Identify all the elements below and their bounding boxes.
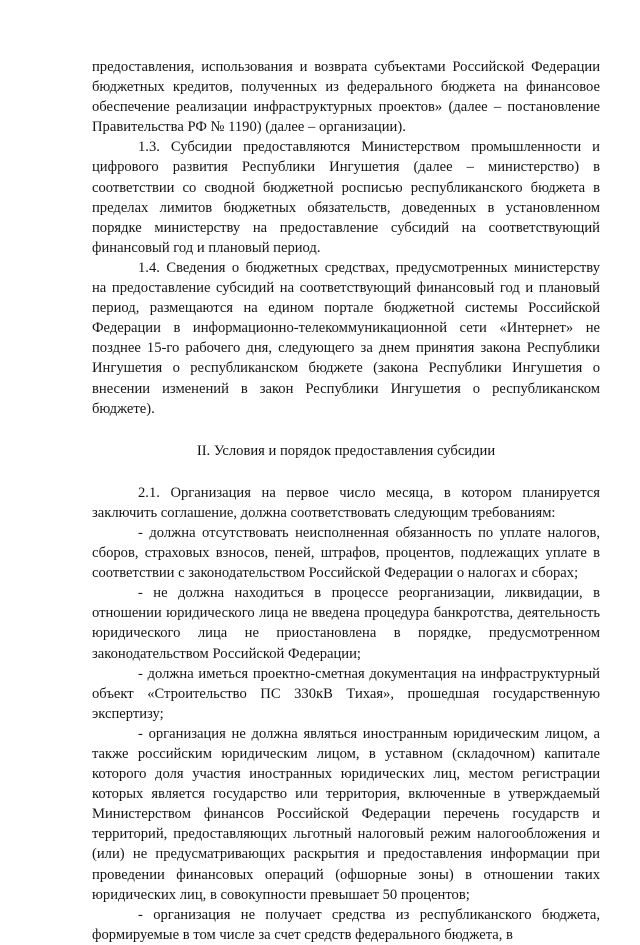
paragraph-1-4: 1.4. Сведения о бюджетных средствах, предусмотренных министерству на предоставление субсидий на соответствующий финансовый год и плановый период, размещаются на едином портале бюджетной системы Российской Федерации в информационно-телекоммуникационной сети «Интернет» не позднее 15-го рабочего дня, следующего за днем принятия закона Республики Ингушетия о республиканском бюджете (закона Республики Ингушетия о внесении изменений в закон Республики Ингушетия о республиканском бюджете).: [92, 259, 600, 417]
requirement-budget-funds: - организация не получает средства из республиканского бюджета, формируемые в том числе за счет средств федерального бюджета, в: [92, 906, 600, 943]
document-page: [92, 57, 600, 945]
requirement-documentation: - должна иметься проектно-сметная документация на инфраструктурный объект «Строительство ПС 330кВ Тихая», прошедшая государственную экспертизу;: [92, 665, 600, 722]
section-heading: II. Условия и порядок предоставления субсидии: [196, 442, 496, 459]
requirement-taxes: - должна отсутствовать неисполненная обязанность по уплате налогов, сборов, страховых взносов, пеней, штрафов, процентов, подлежащих уплате в соответствии с законодательством Российской Федерации о налогах и сборах;: [92, 524, 600, 582]
paragraph-continuation: предоставления, использования и возврата субъектами Российской Федерации бюджетных кредитов, полученных из федерального бюджета на финансовое обеспечение реализации инфраструктурных проектов» (далее – постановление Правительства РФ № 1190) (далее – организации).: [92, 59, 600, 136]
paragraph-1-3: 1.3. Субсидии предоставляются Министерством промышленности и цифрового развития Республики Ингушетия (далее – министерство) в соответствии со сводной бюджетной росписью республиканского бюджета в пределах лимитов бюджетных обязательств, доведенных в установленном порядке министерству на предоставление субсидий на соответствующий финансовый год и плановый период.: [92, 139, 600, 256]
requirement-foreign-entity: - организация не должна являться иностранным юридическим лицом, а также российским юридическим лицом, в уставном (складочном) капитале которого доля участия иностранных юридических лиц, местом регистрации которых является государство или территория, включенные в утверждаемый Министерством финансов Российской Федерации перечень государств и территорий, предоставляющих льготный налоговый режим налогообложения и (или) не предусматривающих раскрытия и предоставления информации при проведении финансовых операций (офшорные зоны) в отношении таких юридических лиц, в совокупности превышает 50 процентов;: [92, 725, 600, 903]
requirement-reorganization: - не должна находиться в процессе реорганизации, ликвидации, в отношении юридического лица не введена процедура банкротства, деятельность юридического лица не приостановлена в порядке, предусмотренном законодательством Российской Федерации;: [92, 585, 600, 662]
paragraph-2-1: 2.1. Организация на первое число месяца, в котором планируется заключить соглашение, должна соответствовать следующим требованиям:: [92, 484, 600, 521]
